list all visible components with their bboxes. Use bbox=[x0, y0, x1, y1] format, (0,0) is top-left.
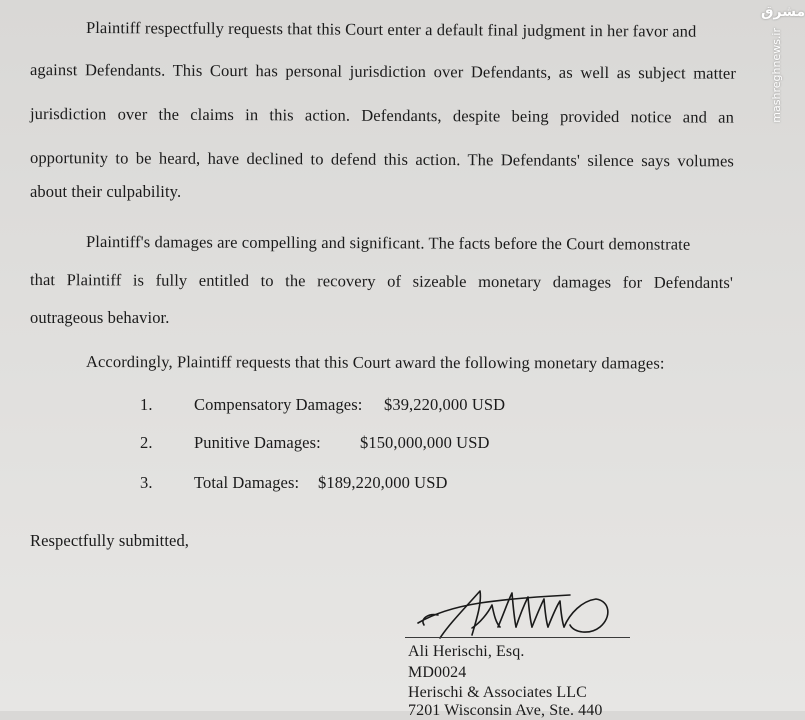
paragraph-3: Accordingly, Plaintiff requests that this Court award the following monetary damages: bbox=[85, 352, 665, 373]
attorney-name: Ali Herischi, Esq. bbox=[408, 643, 525, 660]
paragraph-1-line-1: Plaintiff respectfully requests that this Court enter a default final judgment in her favor and bbox=[85, 18, 697, 41]
paragraph-2-line-1: Plaintiff's damages are compelling and significant. The facts before the Court demonstrate bbox=[85, 232, 691, 254]
damages-item-number: 3. bbox=[140, 473, 153, 492]
paragraph-2-line-2: that Plaintiff is fully entitled to the recovery of sizeable monetary damages for Defendants' bbox=[29, 270, 734, 293]
damages-item-number: 1. bbox=[140, 395, 153, 414]
signature-line bbox=[405, 637, 630, 638]
paragraph-1-line-3: jurisdiction over the claims in this action. Defendants, despite being provided notice and an bbox=[29, 104, 735, 127]
damages-item-label: Total Damages: bbox=[194, 473, 300, 492]
damages-item-label: Punitive Damages: bbox=[194, 433, 321, 452]
paragraph-1-line-4: opportunity to be heard, have declined to defend this action. The Defendants' silence says volumes bbox=[29, 148, 735, 171]
firm-name: Herischi & Associates LLC bbox=[408, 684, 587, 701]
bar-number: MD0024 bbox=[408, 664, 467, 681]
damages-item-amount: $150,000,000 USD bbox=[360, 433, 490, 452]
damages-item-number: 2. bbox=[140, 433, 153, 452]
watermark-logo: مشرق bbox=[761, 4, 805, 20]
paragraph-2-line-3: outrageous behavior. bbox=[30, 308, 170, 327]
handwritten-signature bbox=[410, 583, 615, 645]
damages-item-amount: $189,220,000 USD bbox=[318, 473, 448, 492]
firm-address: 7201 Wisconsin Ave, Ste. 440 bbox=[408, 702, 603, 719]
closing-text: Respectfully submitted, bbox=[30, 531, 190, 550]
damages-item-amount: $39,220,000 USD bbox=[384, 395, 506, 414]
paragraph-1-line-5: about their culpability. bbox=[30, 182, 182, 201]
damages-item-label: Compensatory Damages: bbox=[194, 395, 363, 414]
paragraph-1-line-2: against Defendants. This Court has personal jurisdiction over Defendants, as well as subject matter bbox=[29, 60, 737, 83]
watermark-url: mashreghnews.ir bbox=[769, 28, 783, 123]
news-watermark bbox=[756, 0, 805, 130]
